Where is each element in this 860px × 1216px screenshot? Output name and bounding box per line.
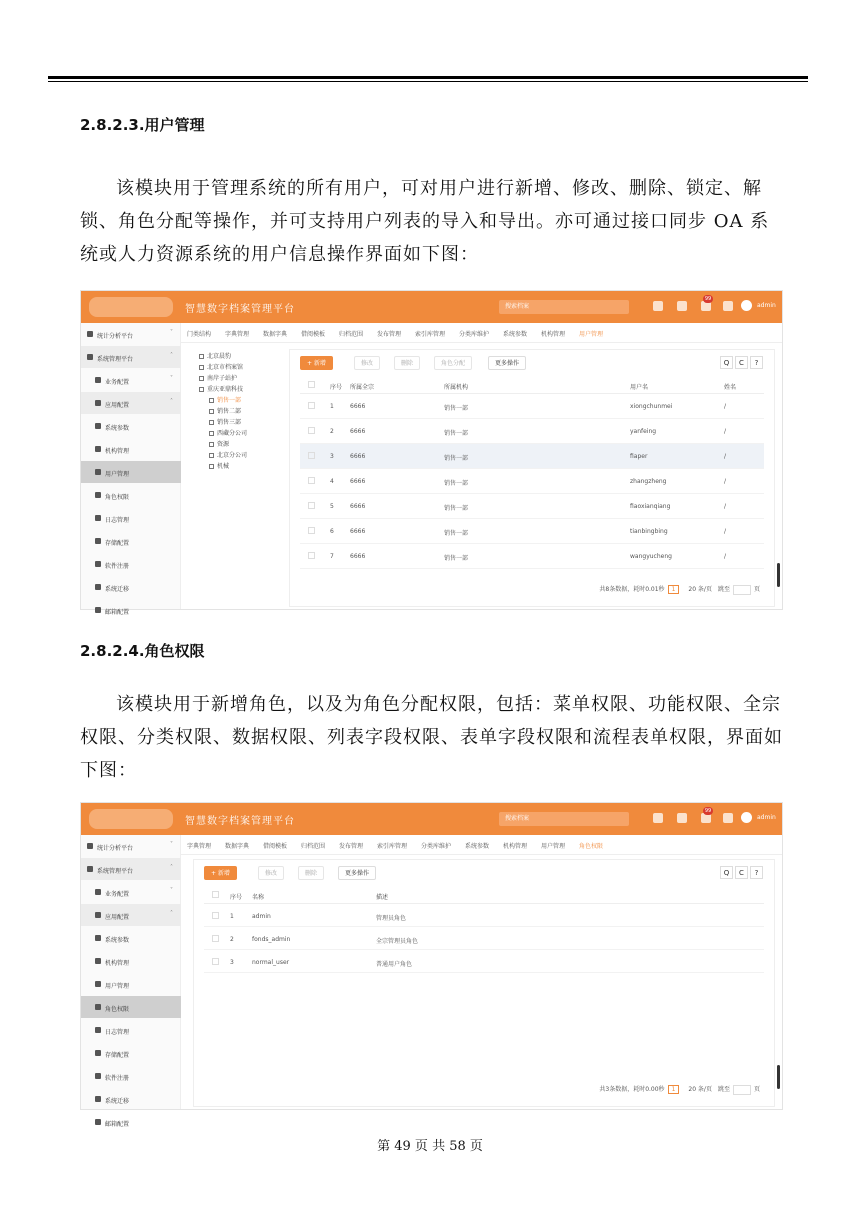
folder-icon: [209, 409, 214, 414]
sidebar-item[interactable]: [81, 835, 181, 857]
sidebar-item-label: 业务配置: [105, 891, 130, 898]
user-table-panel: [289, 349, 775, 607]
sidebar-item[interactable]: [81, 599, 181, 621]
table-cell: 6666: [350, 478, 366, 485]
chevron-icon: ˅: [170, 841, 173, 848]
chevron-icon: ˄: [170, 910, 173, 917]
sidebar-item-label: 用户管理: [105, 983, 130, 990]
search-input[interactable]: 搜索档案: [499, 812, 629, 826]
wrench-icon: [95, 400, 101, 406]
log-icon: [95, 1027, 101, 1033]
table-cell: 销售一部: [444, 505, 469, 512]
sidebar-item[interactable]: [81, 323, 181, 345]
tree-node[interactable]: [209, 417, 241, 426]
tab-item[interactable]: 用户管理: [579, 331, 604, 338]
table-cell: 销售一部: [444, 405, 469, 412]
sidebar-item[interactable]: [81, 576, 181, 598]
checkbox[interactable]: [308, 402, 315, 409]
sidebar-item-label: 日志管理: [105, 1029, 130, 1036]
page-unit: 页: [753, 586, 760, 593]
section-paragraph-user-management: 该模块用于管理系统的所有用户，可对用户进行新增、修改、删除、锁定、解锁、角色分配等操作，并可支持用户列表的导入和导出。亦可通过接口同步 OA 系统或人力资源系统的用户信息操作界面如下图：: [80, 178, 770, 265]
search-icon[interactable]: Q: [720, 356, 733, 369]
avatar[interactable]: [741, 300, 752, 311]
user-icon: [95, 469, 101, 475]
sidebar-item-label: 存储配置: [105, 540, 130, 547]
tab-item[interactable]: 发布管理: [339, 843, 364, 850]
sidebar-item-label: 系统参数: [105, 937, 130, 944]
tree-node[interactable]: [199, 351, 231, 360]
page-unit: 页: [753, 1086, 760, 1093]
checkbox[interactable]: [308, 427, 315, 434]
tab-item[interactable]: 索引库管理: [377, 843, 408, 850]
shield-icon: [95, 492, 101, 498]
table-cell: /: [724, 453, 727, 460]
table-cell: 普通用户角色: [376, 961, 413, 968]
sidebar-item[interactable]: [81, 530, 181, 552]
chevron-icon: ˅: [170, 887, 173, 894]
tree-node[interactable]: [209, 450, 247, 459]
help-icon[interactable]: ?: [750, 866, 763, 879]
table-cell: 销售一部: [444, 455, 469, 462]
tab-item[interactable]: 角色权限: [579, 843, 604, 850]
table-cell: 2: [330, 428, 334, 435]
user-icon: [95, 981, 101, 987]
tree-node[interactable]: [199, 384, 243, 393]
app-title: 智慧数字档案管理平台: [185, 816, 295, 827]
table-row[interactable]: [204, 950, 764, 973]
sidebar-item-label: 机构管理: [105, 960, 130, 967]
key-icon: [95, 561, 101, 567]
folder-icon: [209, 453, 214, 458]
tree-node[interactable]: [209, 395, 241, 404]
folder-icon: [209, 398, 214, 403]
table-cell: /: [724, 403, 727, 410]
goto-label: 跳至: [717, 1086, 730, 1093]
tree-node[interactable]: [209, 439, 229, 448]
table-header: [204, 886, 764, 904]
sidebar-item-label: 软件注册: [105, 563, 130, 570]
user-management-screenshot: [80, 290, 783, 616]
table-row[interactable]: [300, 394, 764, 419]
tab-item[interactable]: 数据字典: [225, 843, 250, 850]
sidebar-item[interactable]: [81, 996, 181, 1018]
table-cell: /: [724, 553, 727, 560]
section-heading-role-permissions: 2.8.2.4.角色权限: [80, 642, 205, 660]
table-cell: 6666: [350, 403, 366, 410]
migrate-icon: [95, 584, 101, 590]
tree-node-label: 北京市档案馆: [207, 364, 244, 371]
tab-item[interactable]: 借阅模板: [263, 843, 288, 850]
tab-item[interactable]: 借阅模板: [301, 331, 326, 338]
checkbox[interactable]: [212, 891, 219, 898]
tab-item[interactable]: 用户管理: [541, 843, 566, 850]
key-icon: [95, 1073, 101, 1079]
table-cell: 销售一部: [444, 555, 469, 562]
tree-node-label: 销售三部: [217, 419, 242, 426]
table-cell: zhangzheng: [630, 478, 667, 485]
checkbox[interactable]: [308, 552, 315, 559]
add-button[interactable]: + 新增: [300, 356, 333, 370]
tab-item[interactable]: 机构管理: [503, 843, 528, 850]
expand-icon: [199, 387, 204, 392]
sidebar-item-label: 用户管理: [105, 471, 130, 478]
page-number[interactable]: 1: [668, 585, 680, 594]
more-actions-button[interactable]: 更多操作: [488, 356, 526, 370]
table-cell: 6666: [350, 428, 366, 435]
table-cell: 2: [230, 936, 234, 943]
logo: [89, 297, 173, 317]
cart-icon[interactable]: [677, 301, 687, 311]
tree-node-label: 机械: [217, 463, 230, 470]
sidebar-item[interactable]: [81, 927, 181, 949]
sidebar-item-label: 存储配置: [105, 1052, 130, 1059]
folder-icon: [209, 464, 214, 469]
sidebar-item-label: 系统迁移: [105, 1098, 130, 1105]
table-cell: 5: [330, 503, 334, 510]
page-footer: 第 49 页 共 58 页: [377, 1139, 483, 1154]
sidebar-item[interactable]: [81, 950, 181, 972]
building-icon: [95, 446, 101, 452]
tree-node-label: 南岸子站护: [207, 375, 238, 382]
sidebar-item-label: 日志管理: [105, 517, 130, 524]
sidebar-item-label: 业务配置: [105, 379, 130, 386]
sidebar-item-label: 邮箱配置: [105, 1121, 130, 1128]
tree-node-label: 资源: [217, 441, 230, 448]
help-icon[interactable]: ?: [750, 356, 763, 369]
column-header: 序号: [330, 384, 343, 391]
pagination-info: 共8条数据，耗时0.01秒: [599, 586, 665, 593]
table-cell: 3: [330, 453, 334, 460]
checkbox[interactable]: [308, 502, 315, 509]
mail-icon: [95, 607, 101, 613]
tab-item[interactable]: 分类库维护: [459, 331, 490, 338]
table-cell: /: [724, 528, 727, 535]
refresh-icon[interactable]: C: [735, 356, 748, 369]
sidebar-item[interactable]: [81, 346, 181, 368]
toolbar: [300, 356, 700, 372]
tab-item[interactable]: 门类结构: [187, 331, 212, 338]
table-cell: tianbingbing: [630, 528, 668, 535]
section-heading-user-management: 2.8.2.3.用户管理: [80, 116, 205, 134]
tree-node-label: 重庆亚鼎科技: [207, 386, 244, 393]
circle-icon: [87, 354, 93, 360]
table-cell: /: [724, 428, 727, 435]
table-cell: 管理员角色: [376, 915, 407, 922]
tree-node[interactable]: [199, 362, 243, 371]
tree-node[interactable]: [209, 406, 241, 415]
folder-icon: [209, 420, 214, 425]
scrollbar[interactable]: [777, 1065, 780, 1089]
column-header: 用户名: [630, 384, 649, 391]
chevron-icon: ˅: [170, 329, 173, 336]
tab-item[interactable]: 归档范围: [301, 843, 326, 850]
wrench-icon: [95, 889, 101, 895]
sidebar-item-label: 统计分析平台: [97, 333, 134, 340]
list-icon: [95, 935, 101, 941]
table-tools: [720, 866, 764, 880]
column-header: 所属机构: [444, 384, 469, 391]
storage-icon: [95, 1050, 101, 1056]
table-cell: xiongchunmei: [630, 403, 673, 410]
table-cell: /: [724, 478, 727, 485]
gear-icon[interactable]: [723, 813, 733, 823]
app-topbar: [81, 291, 782, 323]
log-icon: [95, 515, 101, 521]
wrench-icon: [95, 912, 101, 918]
grid-icon[interactable]: [653, 813, 663, 823]
chevron-icon: ˄: [170, 398, 173, 405]
tab-item[interactable]: 发布管理: [377, 331, 402, 338]
checkbox[interactable]: [308, 527, 315, 534]
goto-input[interactable]: [733, 585, 751, 595]
checkbox[interactable]: [308, 381, 315, 388]
migrate-icon: [95, 1096, 101, 1102]
table-cell: yanfeing: [630, 428, 657, 435]
table-row[interactable]: [300, 544, 764, 569]
sidebar-item[interactable]: [81, 904, 181, 926]
sidebar-item[interactable]: [81, 553, 181, 575]
scrollbar[interactable]: [777, 563, 780, 587]
sidebar-item[interactable]: [81, 858, 181, 880]
tree-node-label: 销售二部: [217, 408, 242, 415]
table-cell: 6666: [350, 453, 366, 460]
grid-icon[interactable]: [653, 301, 663, 311]
app-topbar: [81, 803, 782, 835]
sidebar-item-label: 系统参数: [105, 425, 130, 432]
checkbox[interactable]: [212, 958, 219, 965]
table-cell: wangyucheng: [630, 553, 672, 560]
section-paragraph-role-permissions: 该模块用于新增角色，以及为角色分配权限，包括：菜单权限、功能权限、全宗权限、分类权限、数据权限、列表字段权限、表单字段权限和流程表单权限，界面如下图：: [80, 694, 783, 781]
sidebar-item[interactable]: [81, 369, 181, 391]
wrench-icon: [95, 377, 101, 383]
building-icon: [95, 958, 101, 964]
expand-icon: [199, 376, 204, 381]
table-row[interactable]: [300, 519, 764, 544]
user-name[interactable]: admin: [757, 814, 776, 821]
toolbar-button[interactable]: 修改: [258, 866, 284, 880]
chevron-icon: ˅: [170, 375, 173, 382]
checkbox[interactable]: [308, 477, 315, 484]
sidebar-item[interactable]: [81, 507, 181, 529]
tab-row: [181, 835, 782, 855]
app-title: 智慧数字档案管理平台: [185, 304, 295, 315]
column-header: 所属全宗: [350, 384, 375, 391]
sidebar-item-label: 系统管理平台: [97, 868, 134, 875]
goto-label: 跳至: [717, 586, 730, 593]
header-rule-thin: [48, 81, 808, 82]
tab-item[interactable]: 索引库管理: [415, 331, 446, 338]
sidebar-item-label: 应用配置: [105, 914, 130, 921]
table-cell: 7: [330, 553, 334, 560]
search-input[interactable]: 搜索档案: [499, 300, 629, 314]
table-cell: 3: [230, 959, 234, 966]
table-cell: 6666: [350, 528, 366, 535]
sidebar-item[interactable]: [81, 392, 181, 414]
avatar[interactable]: [741, 812, 752, 823]
table-row[interactable]: [300, 469, 764, 494]
sidebar: [81, 835, 181, 1128]
circle-icon: [87, 866, 93, 872]
search-icon[interactable]: Q: [720, 866, 733, 879]
tab-row: [181, 323, 782, 343]
folder-icon: [209, 431, 214, 436]
tab-item[interactable]: 机构管理: [541, 331, 566, 338]
folder-icon: [209, 442, 214, 447]
pagination: [599, 1084, 760, 1095]
table-row[interactable]: [204, 904, 764, 927]
toolbar-button[interactable]: 角色分配: [434, 356, 472, 370]
checkbox[interactable]: [212, 912, 219, 919]
sidebar-item[interactable]: [81, 1019, 181, 1041]
table-header: [300, 376, 764, 394]
tab-item[interactable]: 字典管理: [225, 331, 250, 338]
expand-icon: [199, 354, 204, 359]
storage-icon: [95, 538, 101, 544]
table-cell: 销售一部: [444, 530, 469, 537]
role-table-panel: [193, 859, 775, 1107]
table-row[interactable]: [300, 494, 764, 519]
cart-icon[interactable]: [677, 813, 687, 823]
table-row[interactable]: [300, 444, 764, 469]
table-cell: admin: [252, 913, 271, 920]
tree-node[interactable]: [209, 428, 247, 437]
more-actions-button[interactable]: 更多操作: [338, 866, 376, 880]
page-size-select[interactable]: 20 条/页: [688, 1086, 712, 1093]
sidebar-item-label: 角色权限: [105, 1006, 130, 1013]
toolbar: [204, 866, 604, 882]
table-cell: fonds_admin: [252, 936, 291, 943]
table-row[interactable]: [300, 419, 764, 444]
toolbar-button[interactable]: 修改: [354, 356, 380, 370]
chart-icon: [87, 331, 93, 337]
tree-node[interactable]: [209, 461, 229, 470]
notification-badge: 99: [704, 808, 712, 814]
table-row[interactable]: [204, 927, 764, 950]
column-header: 序号: [230, 894, 243, 901]
pagination: [599, 584, 760, 595]
sidebar-item-label: 角色权限: [105, 494, 130, 501]
sidebar-item-label: 机构管理: [105, 448, 130, 455]
table-cell: 6666: [350, 503, 366, 510]
sidebar-item-label: 应用配置: [105, 402, 130, 409]
sidebar-item[interactable]: [81, 1042, 181, 1064]
refresh-icon[interactable]: C: [735, 866, 748, 879]
list-icon: [95, 423, 101, 429]
sidebar-item[interactable]: [81, 461, 181, 483]
sidebar-item[interactable]: [81, 1111, 181, 1133]
page-number[interactable]: 1: [668, 1085, 680, 1094]
sidebar-item-label: 统计分析平台: [97, 845, 134, 852]
sidebar-item-label: 邮箱配置: [105, 609, 130, 616]
sidebar-item[interactable]: [81, 438, 181, 460]
expand-icon: [199, 365, 204, 370]
gear-icon[interactable]: [723, 301, 733, 311]
table-cell: 全宗管理员角色: [376, 938, 419, 945]
tab-item[interactable]: 系统参数: [465, 843, 490, 850]
page-size-select[interactable]: 20 条/页: [688, 586, 712, 593]
tree-node-label: 销售一部: [217, 397, 242, 404]
chevron-icon: ˄: [170, 352, 173, 359]
table-cell: 1: [330, 403, 334, 410]
tree-node-label: 西藏分公司: [217, 430, 248, 437]
table-cell: 6: [330, 528, 334, 535]
table-cell: fiaper: [630, 453, 648, 460]
toolbar-button[interactable]: 删除: [394, 356, 420, 370]
column-header: 名称: [252, 894, 265, 901]
sidebar-item[interactable]: [81, 881, 181, 903]
checkbox[interactable]: [308, 452, 315, 459]
table-cell: 销售一部: [444, 430, 469, 437]
sidebar-item[interactable]: [81, 973, 181, 995]
sidebar-item[interactable]: [81, 484, 181, 506]
sidebar: [81, 323, 181, 616]
column-header: 描述: [376, 894, 389, 901]
chart-icon: [87, 843, 93, 849]
tab-item[interactable]: 归档范围: [339, 331, 364, 338]
goto-input[interactable]: [733, 1085, 751, 1095]
mail-icon: [95, 1119, 101, 1125]
sidebar-item[interactable]: [81, 1065, 181, 1087]
role-permissions-screenshot: [80, 802, 783, 1128]
sidebar-item-label: 软件注册: [105, 1075, 130, 1082]
column-header: 姓名: [724, 384, 737, 391]
sidebar-item[interactable]: [81, 415, 181, 437]
table-cell: 4: [330, 478, 334, 485]
tree-node-label: 北京分公司: [217, 452, 248, 459]
notification-badge: 99: [704, 296, 712, 302]
tree-node[interactable]: [199, 373, 237, 382]
tab-item[interactable]: 字典管理: [187, 843, 212, 850]
table-cell: 1: [230, 913, 234, 920]
table-cell: normal_user: [252, 959, 290, 966]
sidebar-item[interactable]: [81, 1088, 181, 1110]
table-cell: 销售一部: [444, 480, 469, 487]
table-cell: /: [724, 503, 727, 510]
chevron-icon: ˄: [170, 864, 173, 871]
table-cell: fiaoxianqiang: [630, 503, 671, 510]
sidebar-item-label: 系统管理平台: [97, 356, 134, 363]
table-tools: [720, 356, 764, 370]
table-cell: 6666: [350, 553, 366, 560]
add-button[interactable]: + 新增: [204, 866, 237, 880]
header-rule: [48, 76, 808, 79]
tab-item[interactable]: 系统参数: [503, 331, 528, 338]
checkbox[interactable]: [212, 935, 219, 942]
tree-node-label: 北京晨豹: [207, 353, 232, 360]
tab-item[interactable]: 数据字典: [263, 331, 288, 338]
toolbar-button[interactable]: 删除: [298, 866, 324, 880]
logo: [89, 809, 173, 829]
pagination-info: 共3条数据，耗时0.00秒: [599, 1086, 665, 1093]
tab-item[interactable]: 分类库维护: [421, 843, 452, 850]
shield-icon: [95, 1004, 101, 1010]
sidebar-item-label: 系统迁移: [105, 586, 130, 593]
user-name[interactable]: admin: [757, 302, 776, 309]
